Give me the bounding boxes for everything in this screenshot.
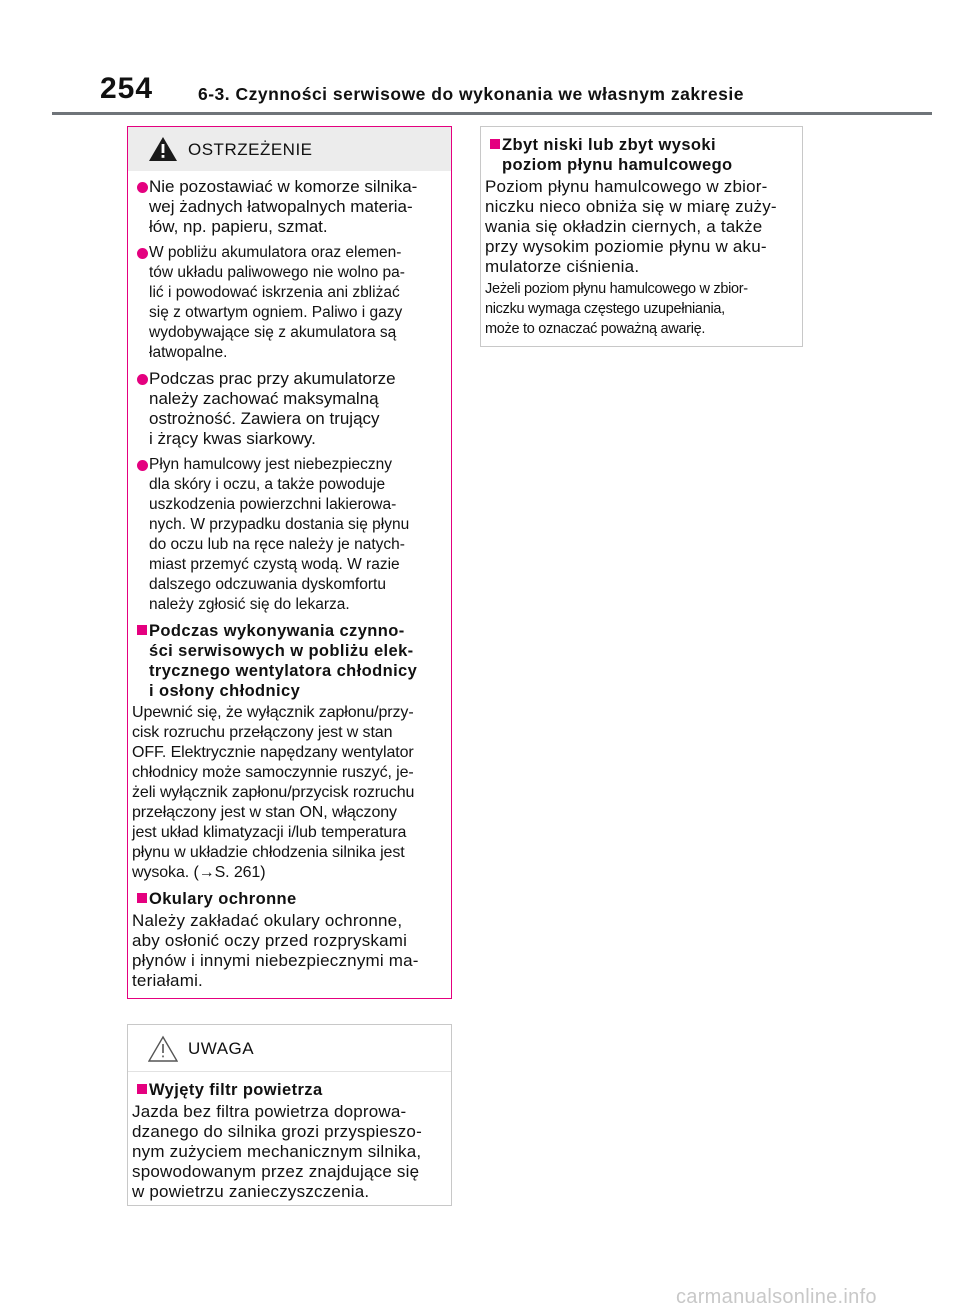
bullet-dot-icon — [137, 182, 148, 193]
warning-header — [128, 127, 451, 171]
warning-bullet — [132, 369, 445, 449]
caution-body — [128, 1072, 451, 1202]
bullet-dot-icon — [137, 460, 148, 471]
page-number: 254 — [100, 72, 154, 105]
caution-text: Jazda bez filtra powietrza doprowa- dzanego do silnika grozi przyspieszo- nym zużyciem mechanicznym silnika, spowodowanym przez znajdujące się w powietrzu zanieczyszczenia. — [132, 1102, 422, 1201]
bullet-dot-icon — [137, 374, 148, 385]
warning-title: OSTRZEŻENIE — [188, 140, 313, 159]
goggles-text: Należy zakładać okulary ochronne, aby osłonić oczy przed rozpryskami płynów i innymi niebezpiecznymi ma- teriałami. — [132, 911, 419, 990]
section-title: 6-3. Czynności serwisowe do wykonania we własnym zakresie — [198, 84, 744, 104]
warning-body — [128, 171, 451, 991]
square-bullet-icon — [490, 139, 500, 149]
square-bullet-icon — [137, 625, 147, 635]
goggles-heading — [132, 889, 445, 909]
header-rule — [52, 112, 932, 115]
info-box — [480, 126, 803, 347]
caution-box — [127, 1024, 452, 1206]
warning-bullet-text: W pobliżu akumulatora oraz elemen- tów układu paliwowego nie wolno pa- lić i powodować iskrzenia ani zbliżać się z otwartym ogniem. Paliwo i gazy wydobywające się z akumulatora są łatwopalne. — [149, 244, 405, 361]
square-bullet-icon — [137, 893, 147, 903]
warning-bullet-text: Podczas prac przy akumulatorze należy zachować maksymalną ostrożność. Zawiera on trujący i żrący kwas siarkowy. — [149, 369, 396, 448]
info-text: Poziom płynu hamulcowego w zbior- niczku nieco obniża się w miarę zuży- wania się okładzin ciernych, a także przy wysokim poziomie płynu w aku- mulatorze ciśnienia. — [485, 177, 777, 276]
caution-heading — [132, 1080, 445, 1100]
fan-text: Upewnić się, że wyłącznik zapłonu/przy- cisk rozruchu przełączony jest w stan OFF. Elektrycznie napędzany wentylator chłodnicy może samoczynnie ruszyć, je- żeli wyłącznik zapłonu/przycisk rozruchu przełączony jest w stan ON, włączony jest układ klimatyzacji i/lub temperatura płynu w układzie chłodzenia silnika jest wysoka. (→S. 261) — [132, 704, 415, 881]
warning-bullet — [132, 455, 445, 615]
goggles-heading-text: Okulary ochronne — [149, 890, 297, 908]
warning-bullet-text: Płyn hamulcowy jest niebezpieczny dla skóry i oczu, a także powoduje uszkodzenia powierzchni lakierowa- nych. W przypadku dostania się płynu do oczu lub na ręce należy je natych- miast przemyć czystą wodą. W razie dalszego odczuwania dyskomfortu należy zgłosić się do lekarza. — [149, 456, 410, 613]
fan-heading — [132, 621, 445, 701]
caution-header — [128, 1025, 451, 1072]
caution-heading-text: Wyjęty filtr powietrza — [149, 1081, 323, 1099]
warning-box — [127, 126, 452, 999]
caution-triangle-icon — [148, 1035, 178, 1063]
warning-bullet-text: Nie pozostawiać w komorze silnika- wej żadnych łatwopalnych materia- łów, np. papieru, szmat. — [149, 177, 418, 236]
bullet-dot-icon — [137, 248, 148, 259]
info-heading-text: Zbyt niski lub zbyt wysoki poziom płynu hamulcowego — [502, 136, 733, 174]
warning-bullet — [132, 177, 445, 237]
caution-title: UWAGA — [188, 1039, 255, 1058]
info-heading — [485, 135, 796, 175]
fan-heading-text: Podczas wykonywania czynno- ści serwisowych w pobliżu elek- trycznego wentylatora chłodnicy i osłony chłodnicy — [149, 622, 418, 700]
warning-bullet — [132, 243, 445, 363]
info-small-text: Jeżeli poziom płynu hamulcowego w zbior- niczku wymaga częstego uzupełniania, może to oznaczać poważną awarię. — [485, 281, 748, 337]
watermark: carmanualsonline.info — [676, 1286, 877, 1308]
warning-triangle-icon — [148, 135, 178, 163]
square-bullet-icon — [137, 1084, 147, 1094]
